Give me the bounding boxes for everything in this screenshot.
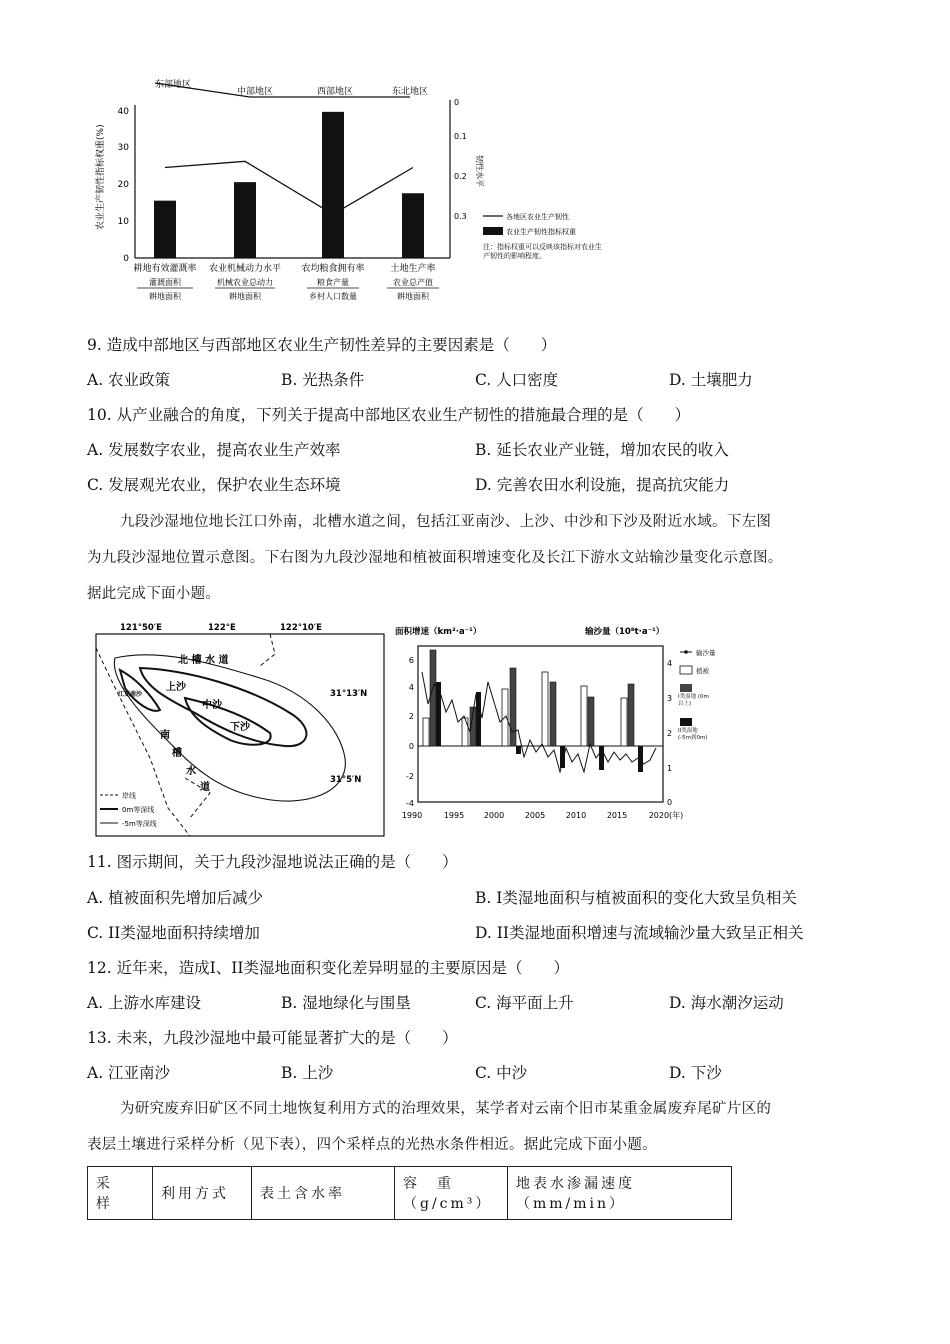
legend-bar-label: 农业生产韧性指标权重 <box>506 228 576 236</box>
bar-农均粮食拥有率 <box>322 112 344 258</box>
region-label: 西部地区 <box>316 87 354 97</box>
passage-3-line: 表层土壤进行采样分析（见下表），四个采样点的光热水条件相近。据此完成下面小题。 <box>87 1137 657 1153</box>
bar-vegetation <box>581 686 587 746</box>
bar-wetland-i <box>550 682 556 746</box>
category-label: 乡村人口数量 <box>309 292 357 301</box>
left-tick: 2 <box>408 712 414 721</box>
q13-option-c[interactable]: C. 中沙 <box>475 1064 528 1082</box>
chart-wetland <box>390 622 716 827</box>
q12-option-a[interactable]: A. 上游水库建设 <box>87 994 202 1012</box>
right-axis-label: 输沙量（10⁸t·a⁻¹） <box>585 627 665 637</box>
x-tick: 1995 <box>443 811 465 820</box>
q12-option-d[interactable]: D. 海水潮汐运动 <box>669 994 784 1012</box>
chart2-legend: II类湿地 (-5m到0m) <box>678 728 708 741</box>
q10-option-b[interactable]: B. 延长农业产业链，增加农民的收入 <box>475 441 729 459</box>
q10-option-a[interactable]: A. 发展数字农业，提高农业生产效率 <box>87 441 341 459</box>
passage-3-line: 为研究废弃旧矿区不同土地恢复利用方式的治理效果，某学者对云南个旧市某重金属废弃尾矿片区的 <box>120 1101 772 1117</box>
left-axis-label: 面积增速（km²·a⁻¹） <box>395 627 482 637</box>
region-label: 东北地区 <box>391 87 429 97</box>
category-label: 农业机械动力水平 <box>208 264 282 274</box>
category-label: 耕地面积 <box>229 292 261 301</box>
table-header-cell: 表土含水率 <box>252 1167 395 1220</box>
x-tick: 2010 <box>565 811 587 820</box>
bar-wetland-ii <box>516 746 521 754</box>
lon-label: 122°10′E <box>280 623 322 633</box>
bar-wetland-i <box>430 650 436 746</box>
q9-option-b[interactable]: B. 光热条件 <box>281 371 365 389</box>
category-label: 耕地面积 <box>397 292 429 301</box>
right-tick: 1 <box>667 764 673 773</box>
question-12-stem: 12. 近年来，造成I、II类湿地面积变化差异明显的主要原因是（ ） <box>87 959 569 977</box>
bar-vegetation <box>423 718 429 746</box>
q9-option-c[interactable]: C. 人口密度 <box>475 371 559 389</box>
table-header-cell: 利用方式 <box>153 1167 252 1220</box>
left-axis-label: 农业生产韧性指标权重(%) <box>96 124 106 230</box>
label-south-channel: 槽 <box>172 748 182 759</box>
lat-label: 31°5′N <box>330 775 362 785</box>
q9-option-a[interactable]: A. 农业政策 <box>87 371 171 389</box>
left-tick: 4 <box>408 683 414 692</box>
q12-option-b[interactable]: B. 湿地绿化与围垦 <box>281 994 411 1012</box>
passage-2-line: 据此完成下面小题。 <box>87 586 221 602</box>
passage-2-line: 九段沙湿地位地长江口外南，北槽水道之间，包括江亚南沙、上沙、中沙和下沙及附近水域。下左图 <box>120 514 772 530</box>
table-header-row <box>88 1167 732 1220</box>
table-header-cell: 容 重 （g/cm³） <box>395 1167 508 1220</box>
question-10-stem: 10. 从产业融合的角度，下列关于提高中部地区农业生产韧性的措施最合理的是（ ） <box>87 406 691 424</box>
category-label: 机械农业总动力 <box>217 278 273 287</box>
label-south-channel: 南 <box>160 730 170 741</box>
category-label: 耕地有效灌溉率 <box>133 264 197 274</box>
bar-wetland-i <box>628 684 634 746</box>
bar-wetland-i <box>588 697 594 746</box>
q10-option-d[interactable]: D. 完善农田水利设施，提高抗灾能力 <box>475 476 730 494</box>
bar-wetland-ii <box>599 746 604 770</box>
right-tick: 0.3 <box>454 212 467 221</box>
q11-option-d[interactable]: D. II类湿地面积增速与流域输沙量大致呈正相关 <box>475 924 804 942</box>
lon-label: 122°E <box>208 623 236 633</box>
left-tick: 0 <box>123 254 129 264</box>
label-middle: 中沙 <box>202 700 222 711</box>
lon-label: 121°50′E <box>120 623 162 633</box>
x-tick: 2020(年) <box>648 811 684 820</box>
left-tick: 10 <box>117 217 129 227</box>
left-tick: 40 <box>117 107 129 117</box>
table-header-cell: 地表水渗漏速度（mm/min） <box>508 1167 732 1220</box>
right-tick: 4 <box>667 659 673 668</box>
q13-option-d[interactable]: D. 下沙 <box>669 1064 722 1082</box>
left-tick: -4 <box>406 799 414 808</box>
right-tick: 0.2 <box>454 172 467 181</box>
q13-option-b[interactable]: B. 上沙 <box>281 1064 334 1082</box>
category-label: 灌溉面积 <box>149 278 181 287</box>
q13-option-a[interactable]: A. 江亚南沙 <box>87 1064 171 1082</box>
right-tick: 2 <box>667 729 673 738</box>
x-tick: 2000 <box>483 811 505 820</box>
right-tick: 3 <box>667 694 673 703</box>
bar-耕地有效灌溉率 <box>154 201 176 258</box>
passage-2-line: 为九段沙湿地位置示意图。下右图为九段沙湿地和植被面积增速变化及长江下游水文站输沙量变化示意图。 <box>87 550 783 566</box>
left-tick: 20 <box>117 180 129 190</box>
map-legend: -5m等深线 <box>122 820 157 828</box>
soil-table <box>87 1166 732 1220</box>
q9-option-d[interactable]: D. 土壤肥力 <box>669 371 753 389</box>
right-tick: 0 <box>667 798 673 807</box>
question-9-stem: 9. 造成中部地区与西部地区农业生产韧性差异的主要因素是（ ） <box>87 336 557 354</box>
bar-vegetation <box>621 698 627 746</box>
bar-wetland-i <box>510 668 516 746</box>
lat-label: 31°13′N <box>330 689 368 699</box>
legend-note: 注：指标权重可以反映该指标对农业生产韧性的影响程度。 <box>483 243 602 260</box>
category-label: 农业总产值 <box>393 278 433 287</box>
left-tick: 30 <box>117 143 129 153</box>
table-header-cell: 采 样 <box>88 1167 153 1220</box>
label-south-channel: 水 <box>186 766 196 777</box>
question-11-stem: 11. 图示期间，关于九段沙湿地说法正确的是（ ） <box>87 853 458 871</box>
category-label: 耕地面积 <box>149 292 181 301</box>
q10-option-c[interactable]: C. 发展观光农业，保护农业生态环境 <box>87 476 341 494</box>
map-legend: 岸线 <box>122 792 136 800</box>
q11-option-a[interactable]: A. 植被面积先增加后减少 <box>87 889 264 907</box>
x-tick: 2005 <box>524 811 546 820</box>
region-label: 东部地区 <box>155 80 192 90</box>
question-13-stem: 13. 未来，九段沙湿地中最可能显著扩大的是（ ） <box>87 1029 458 1047</box>
left-tick: -2 <box>406 772 414 781</box>
label-upper: 上沙 <box>166 682 186 693</box>
label-lower: 下沙 <box>230 722 250 733</box>
q12-option-c[interactable]: C. 海平面上升 <box>475 994 574 1012</box>
right-tick: 0 <box>454 98 460 107</box>
label-south-channel: 道 <box>200 782 210 793</box>
left-tick: 6 <box>408 656 414 665</box>
resilience-line <box>165 161 413 214</box>
chart2-legend: I类湿地 (0m以上) <box>678 694 709 707</box>
category-label: 土地生产率 <box>390 264 436 274</box>
right-axis-label: 韧性水平 <box>475 155 484 187</box>
chart-resilience <box>85 75 605 305</box>
legend-line-label: 各地区农业生产韧性 <box>506 213 569 221</box>
bar-土地生产率 <box>402 193 424 258</box>
bar-wetland-ii <box>476 692 481 746</box>
category-label: 农均粮食拥有率 <box>301 264 365 274</box>
q11-option-c[interactable]: C. II类湿地面积持续增加 <box>87 924 260 942</box>
q11-option-b[interactable]: B. I类湿地面积与植被面积的变化大致呈负相关 <box>475 889 797 907</box>
x-tick: 1990 <box>401 811 423 820</box>
bar-农业机械动力水平 <box>234 182 256 258</box>
label-north-channel: 北 槽 水 道 <box>178 655 229 666</box>
bar-vegetation <box>542 672 548 746</box>
map-legend: 0m等深线 <box>122 806 155 814</box>
bar-vegetation <box>462 718 468 746</box>
label-jiangya: 江亚南沙 <box>118 691 143 698</box>
category-label: 粮食产量 <box>317 278 349 287</box>
jiuduansha-map <box>90 618 390 840</box>
chart2-legend: 输沙量 <box>696 649 716 657</box>
x-tick: 2015 <box>606 811 628 820</box>
left-tick: 0 <box>408 742 414 751</box>
region-label: 中部地区 <box>236 87 274 97</box>
chart2-legend: 植被 <box>696 667 709 675</box>
right-tick: 0.1 <box>454 132 467 141</box>
